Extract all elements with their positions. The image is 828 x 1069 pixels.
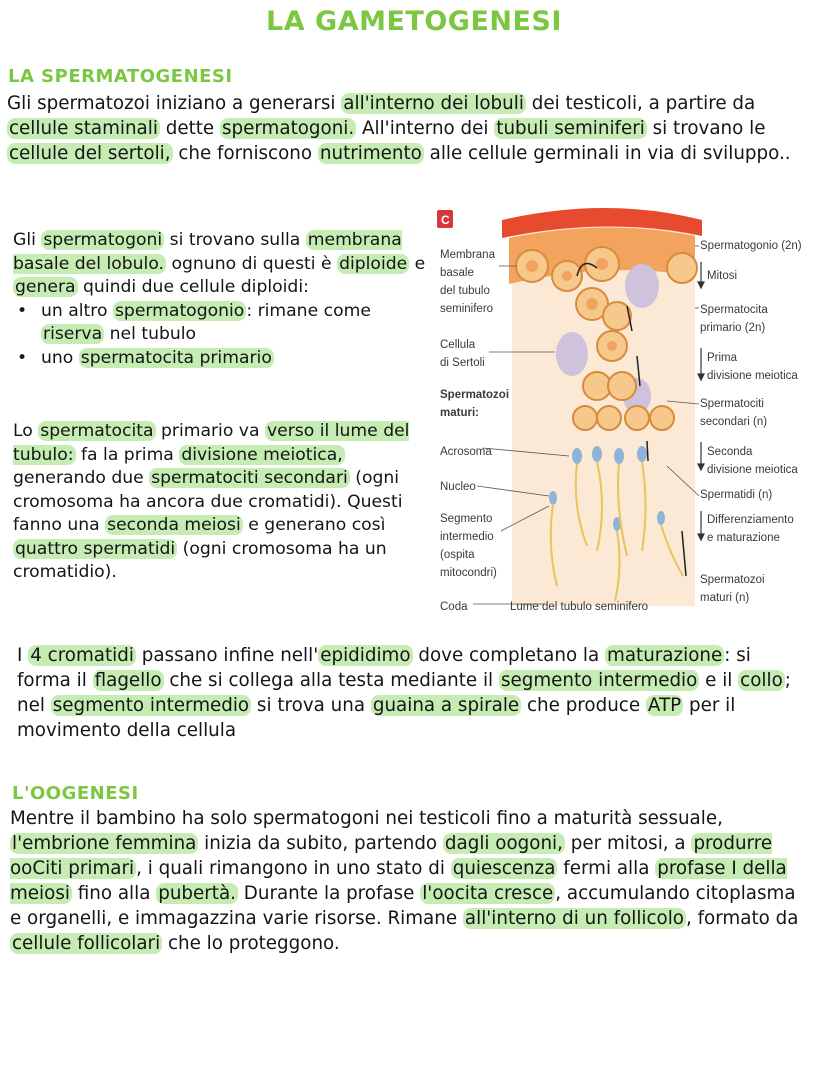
highlighted-term: quattro spermatidi bbox=[15, 538, 176, 559]
text-run: passano infine nell' bbox=[135, 645, 319, 666]
text-run: nel tubulo bbox=[104, 324, 197, 344]
label-spermatozoi-maturi: Spermatozoi maturi: bbox=[440, 389, 510, 419]
highlighted-term: produrre ooCiti primari bbox=[10, 833, 773, 879]
sertoli-nucleus bbox=[556, 332, 588, 376]
highlighted-term: genera bbox=[15, 277, 76, 297]
spermatogonia-text bbox=[13, 229, 433, 300]
label-prima-divisione: Prima divisione meiotica bbox=[707, 352, 798, 382]
highlighted-term: spermatogoni. bbox=[221, 118, 355, 139]
text-run: per mitosi, a bbox=[564, 833, 692, 854]
text-run: si trovano le bbox=[646, 118, 766, 139]
diagram-svg bbox=[437, 206, 828, 620]
highlighted-term: riserva bbox=[43, 324, 103, 344]
highlighted-term: cellule follicolari bbox=[12, 933, 161, 954]
text-run: che si collega alla testa mediante il bbox=[163, 670, 499, 691]
spermatogonia-paragraph bbox=[13, 229, 433, 370]
highlighted-term: l'embrione femmina bbox=[12, 833, 197, 854]
bullet-item bbox=[13, 347, 433, 371]
text-run: e bbox=[409, 253, 426, 274]
text-run: : si forma il bbox=[17, 645, 751, 691]
spermatogenesis-intro bbox=[7, 91, 797, 166]
text-run: che produce bbox=[521, 695, 646, 716]
label-spermatozoi-maturi-n: Spermatozoi maturi (n) bbox=[700, 574, 765, 604]
text-run: I bbox=[17, 645, 29, 666]
bullet-item bbox=[13, 300, 433, 347]
highlighted-term: spermatogonio bbox=[114, 300, 245, 321]
label-lume-tubulo: Lume del tubulo seminifero bbox=[510, 601, 649, 613]
sertoli-nucleus bbox=[625, 264, 659, 308]
text-run: (ogni cromosoma ha ancora due cromatidi). Questi fanno una bbox=[13, 468, 403, 535]
highlighted-term: segmento intermedio bbox=[500, 670, 698, 691]
highlighted-term: nutrimento bbox=[319, 143, 422, 164]
text-run: , accumulando citoplasma e organelli, e immagazzina varie risorse. Rimane bbox=[10, 883, 796, 929]
text-run: e generano così bbox=[242, 515, 386, 535]
text-run: si trovano sulla bbox=[164, 230, 306, 250]
text-run: fa la prima bbox=[75, 444, 180, 465]
label-membrana-basale: Membrana basale del tubulo seminifero bbox=[440, 249, 495, 315]
text-run: , i quali rimangono in uno stato di bbox=[136, 858, 451, 879]
highlighted-term: spermatociti secondari bbox=[151, 468, 348, 488]
highlighted-term: maturazione bbox=[607, 645, 723, 666]
figure-badge: C bbox=[441, 213, 450, 227]
text-run: ognuno di questi è bbox=[166, 253, 338, 274]
text-run: si trova una bbox=[251, 695, 371, 716]
label-spermatocita-primario: Spermatocita primario (2n) bbox=[700, 304, 768, 334]
text-run: che lo proteggono. bbox=[162, 933, 340, 954]
highlighted-term: spermatogoni bbox=[43, 230, 163, 250]
highlighted-term: ATP bbox=[647, 695, 682, 716]
label-differenziamento: Differenziamento e maturazione bbox=[707, 514, 794, 544]
text-run: un altro bbox=[41, 300, 113, 321]
text-run: e il bbox=[699, 670, 739, 691]
highlighted-term: profase I della meiosi bbox=[10, 858, 787, 904]
spermatogenesis-heading: LA SPERMATOGENESI bbox=[8, 66, 233, 87]
text-run: Mentre il bambino ha solo spermatogoni nei testicoli fino a maturità sessuale, bbox=[10, 808, 723, 829]
highlighted-term: all'interno di un follicolo bbox=[464, 908, 684, 929]
highlighted-term: cellule del sertoli, bbox=[9, 143, 171, 164]
epididymis-paragraph bbox=[17, 643, 807, 743]
text-run: fino alla bbox=[71, 883, 157, 904]
highlighted-term: spermatocita bbox=[40, 421, 154, 441]
label-spermatogonio: Spermatogonio (2n) bbox=[700, 240, 802, 252]
highlighted-term: spermatocita primario bbox=[80, 347, 272, 368]
highlighted-term: dagli oogoni, bbox=[444, 833, 563, 854]
text-run: fermi alla bbox=[557, 858, 656, 879]
highlighted-term: collo bbox=[740, 670, 783, 691]
spermatogenesis-diagram bbox=[437, 206, 828, 620]
highlighted-term: segmento intermedio bbox=[52, 695, 250, 716]
highlighted-term: tubuli seminiferi bbox=[496, 118, 645, 139]
highlighted-term: pubertà. bbox=[158, 883, 236, 904]
text-run: : rimane come bbox=[246, 300, 371, 321]
highlighted-term: all'interno dei lobuli bbox=[343, 93, 524, 114]
text-run: , formato da bbox=[686, 908, 799, 929]
text-run: Lo bbox=[13, 421, 39, 441]
label-segmento-intermedio: Segmento intermedio (ospita mitocondri) bbox=[440, 513, 497, 579]
label-spermatociti-secondari: Spermatociti secondari (n) bbox=[700, 398, 768, 428]
text-run: Gli bbox=[13, 230, 42, 250]
text-run: che forniscono bbox=[172, 143, 318, 164]
highlighted-term: divisione meiotica, bbox=[181, 444, 343, 465]
label-seconda-divisione: Seconda divisione meiotica bbox=[707, 446, 798, 476]
page-title: LA GAMETOGENESI bbox=[266, 6, 562, 37]
label-nucleo: Nucleo bbox=[440, 481, 476, 493]
highlighted-term: cellule staminali bbox=[9, 118, 158, 139]
highlighted-term: diploide bbox=[339, 253, 408, 274]
oogenesis-paragraph bbox=[10, 806, 805, 956]
highlighted-term: 4 cromatidi bbox=[30, 645, 134, 666]
text-run: uno bbox=[41, 347, 79, 368]
highlighted-term: epididimo bbox=[320, 645, 411, 666]
text-run: ; nel bbox=[17, 670, 791, 716]
label-coda: Coda bbox=[440, 601, 468, 613]
text-run: inizia da subito, partendo bbox=[198, 833, 443, 854]
highlighted-term: quiescenza bbox=[452, 858, 556, 879]
text-run: primario va bbox=[155, 421, 265, 441]
highlighted-term: l'oocita cresce bbox=[422, 883, 554, 904]
highlighted-term: seconda meiosi bbox=[107, 515, 241, 535]
label-spermatidi: Spermatidi (n) bbox=[700, 489, 773, 501]
highlighted-term: guaina a spirale bbox=[372, 695, 520, 716]
highlighted-term: flagello bbox=[94, 670, 162, 691]
text-run: All'interno dei bbox=[356, 118, 495, 139]
label-mitosi: Mitosi bbox=[707, 270, 738, 282]
label-acrosoma: Acrosoma bbox=[440, 446, 492, 458]
text-run: dove completano la bbox=[412, 645, 606, 666]
text-run: quindi due cellule diploidi: bbox=[77, 277, 309, 297]
text-run: Durante la profase bbox=[237, 883, 421, 904]
oogenesis-heading: L'OOGENESI bbox=[12, 783, 139, 804]
text-run: Gli spermatozoi iniziano a generarsi bbox=[7, 93, 342, 114]
label-cellula-sertoli: Cellula di Sertoli bbox=[440, 339, 485, 369]
highlighted-term: membrana basale del lobulo. bbox=[13, 230, 402, 274]
text-run: dei testicoli, a partire da bbox=[525, 93, 756, 114]
spermatocyte-paragraph bbox=[13, 420, 431, 585]
text-run: dette bbox=[159, 118, 220, 139]
spermatogonia-bullets bbox=[13, 300, 433, 371]
text-run: alle cellule germinali in via di sviluppo.. bbox=[423, 143, 791, 164]
text-run: per il movimento della cellula bbox=[17, 695, 736, 741]
text-run: (ogni cromosoma ha un cromatidio). bbox=[13, 538, 387, 582]
highlighted-term: verso il lume del tubulo: bbox=[13, 421, 410, 465]
text-run: generando due bbox=[13, 468, 150, 488]
